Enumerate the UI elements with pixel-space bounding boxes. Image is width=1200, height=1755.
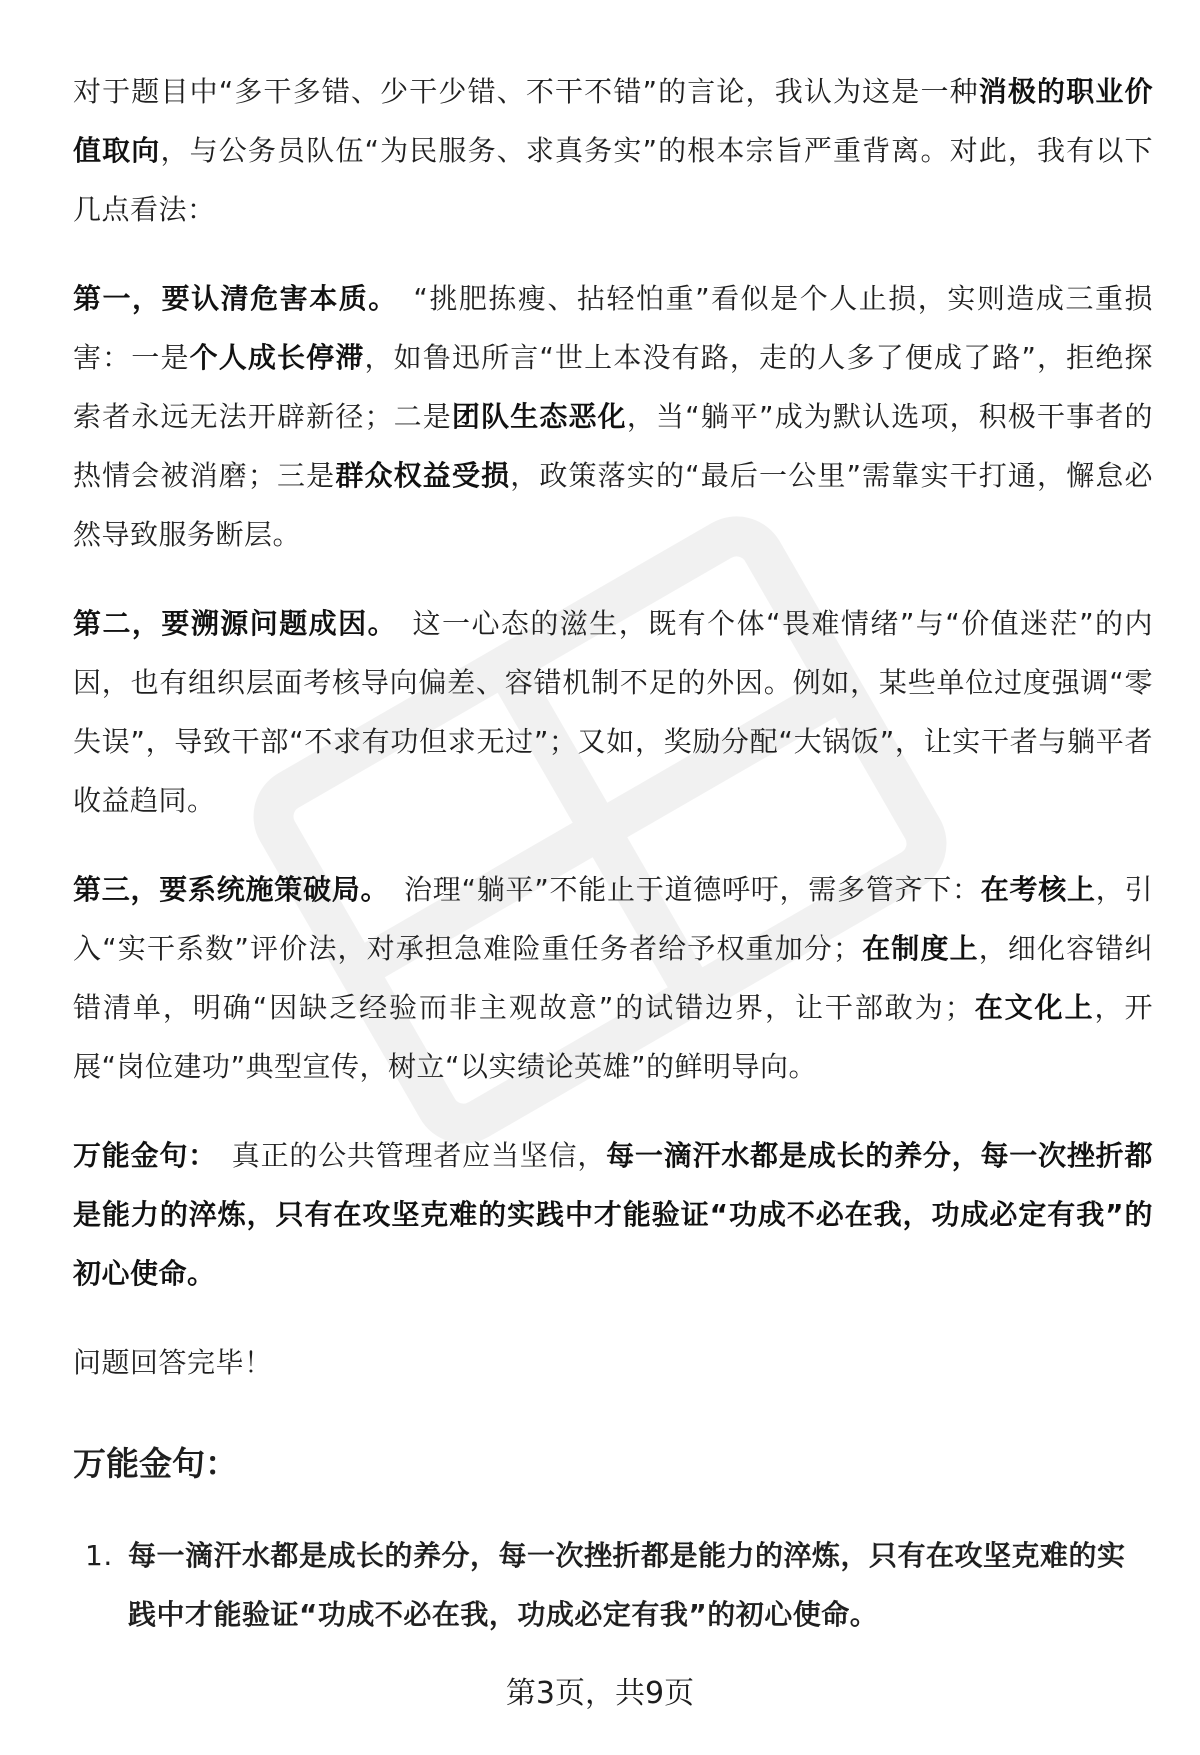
point-two-paragraph [73,594,1153,830]
point-one-bold-2: 团队生态恶化 [451,400,627,433]
point-three-text-4: ，开展“岗位建功”典型宣传，树立“以实绩论英雄”的鲜明导向。 [73,991,1153,1083]
point-two-lead: 第二，要溯源问题成因。 [73,607,384,640]
point-one-paragraph [73,269,1153,564]
point-three-text-3: ，细化容错纠错清单，明确“因缺乏经验而非主观故意”的试错边界，让干部敢为； [73,932,1153,1024]
golden-quote-paragraph [73,1126,1153,1303]
point-one-text-1: “挑肥拣瘦、拈轻怕重”看似是个人止损，实则造成三重损害：一是 [73,282,1153,374]
point-one-bold-1: 个人成长停滞 [189,341,365,374]
quote-list [73,1526,1153,1644]
list-item-text: 每一滴汗水都是成长的养分，每一次挫折都是能力的淬炼，只有在攻坚克难的实践中才能验证“功成不必在我，功成必定有我”的初心使命。 [128,1539,1126,1631]
point-three-text-2: ，引入“实干系数”评价法，对承担急难险重任务者给予权重加分； [73,873,1153,965]
closing-line: 问题回答完毕！ [73,1346,273,1379]
document-page [73,62,1153,1644]
intro-paragraph [73,62,1153,239]
point-one-text-4: ，政策落实的“最后一公里”需靠实干打通，懈怠必然导致服务断层。 [73,459,1153,551]
list-item [73,1526,1153,1644]
point-three-bold-3: 在文化上 [973,991,1095,1024]
point-three-lead: 第三，要系统施策破局。 [73,873,376,906]
point-three-bold-2: 在制度上 [861,932,979,965]
point-one-text-2: ，如鲁迅所言“世上本没有路，走的人多了便成了路”，拒绝探索者永远无法开辟新径；二是 [73,341,1153,433]
point-three-text-1: 治理“躺平”不能止于道德呼吁，需多管齐下： [403,873,981,906]
page-footer: 第3页，共9页 [505,1676,695,1711]
point-one-lead: 第一，要认清危害本质。 [73,282,384,315]
point-one-text-3: ，当“躺平”成为默认选项，积极干事者的热情会被消磨；三是 [73,400,1153,492]
intro-text-2: ，与公务员队伍“为民服务、求真务实”的根本宗旨严重背离。对此，我有以下几点看法： [73,134,1153,226]
point-two-text-1: 这一心态的滋生，既有个体“畏难情绪”与“价值迷茫”的内因，也有组织层面考核导向偏差、容错机制不足的外因。例如，某些单位过度强调“零失误”，导致干部“不求有功但求无过”；又如，奖励分配“大锅饭”，让实干者与躺平者收益趋同。 [73,607,1153,817]
golden-quote-lead: 万能金句： [73,1139,203,1172]
point-one-bold-3: 群众权益受损 [335,459,511,492]
intro-text-1: 对于题目中“多干多错、少干少错、不干不错”的言论，我认为这是一种 [73,75,979,108]
point-three-bold-1: 在考核上 [980,873,1096,906]
intro-bold-1: 消极的职业价值取向 [73,75,1153,167]
golden-quote-text-1: 真正的公共管理者应当坚信， [231,1139,607,1172]
list-item-number: 1. [85,1539,113,1572]
golden-quote-bold-1: 每一滴汗水都是成长的养分，每一次挫折都是能力的淬炼，只有在攻坚克难的实践中才能验证“功成不必在我，功成必定有我”的初心使命。 [73,1139,1153,1290]
section-heading: 万能金句： [73,1444,238,1483]
point-three-paragraph [73,860,1153,1096]
